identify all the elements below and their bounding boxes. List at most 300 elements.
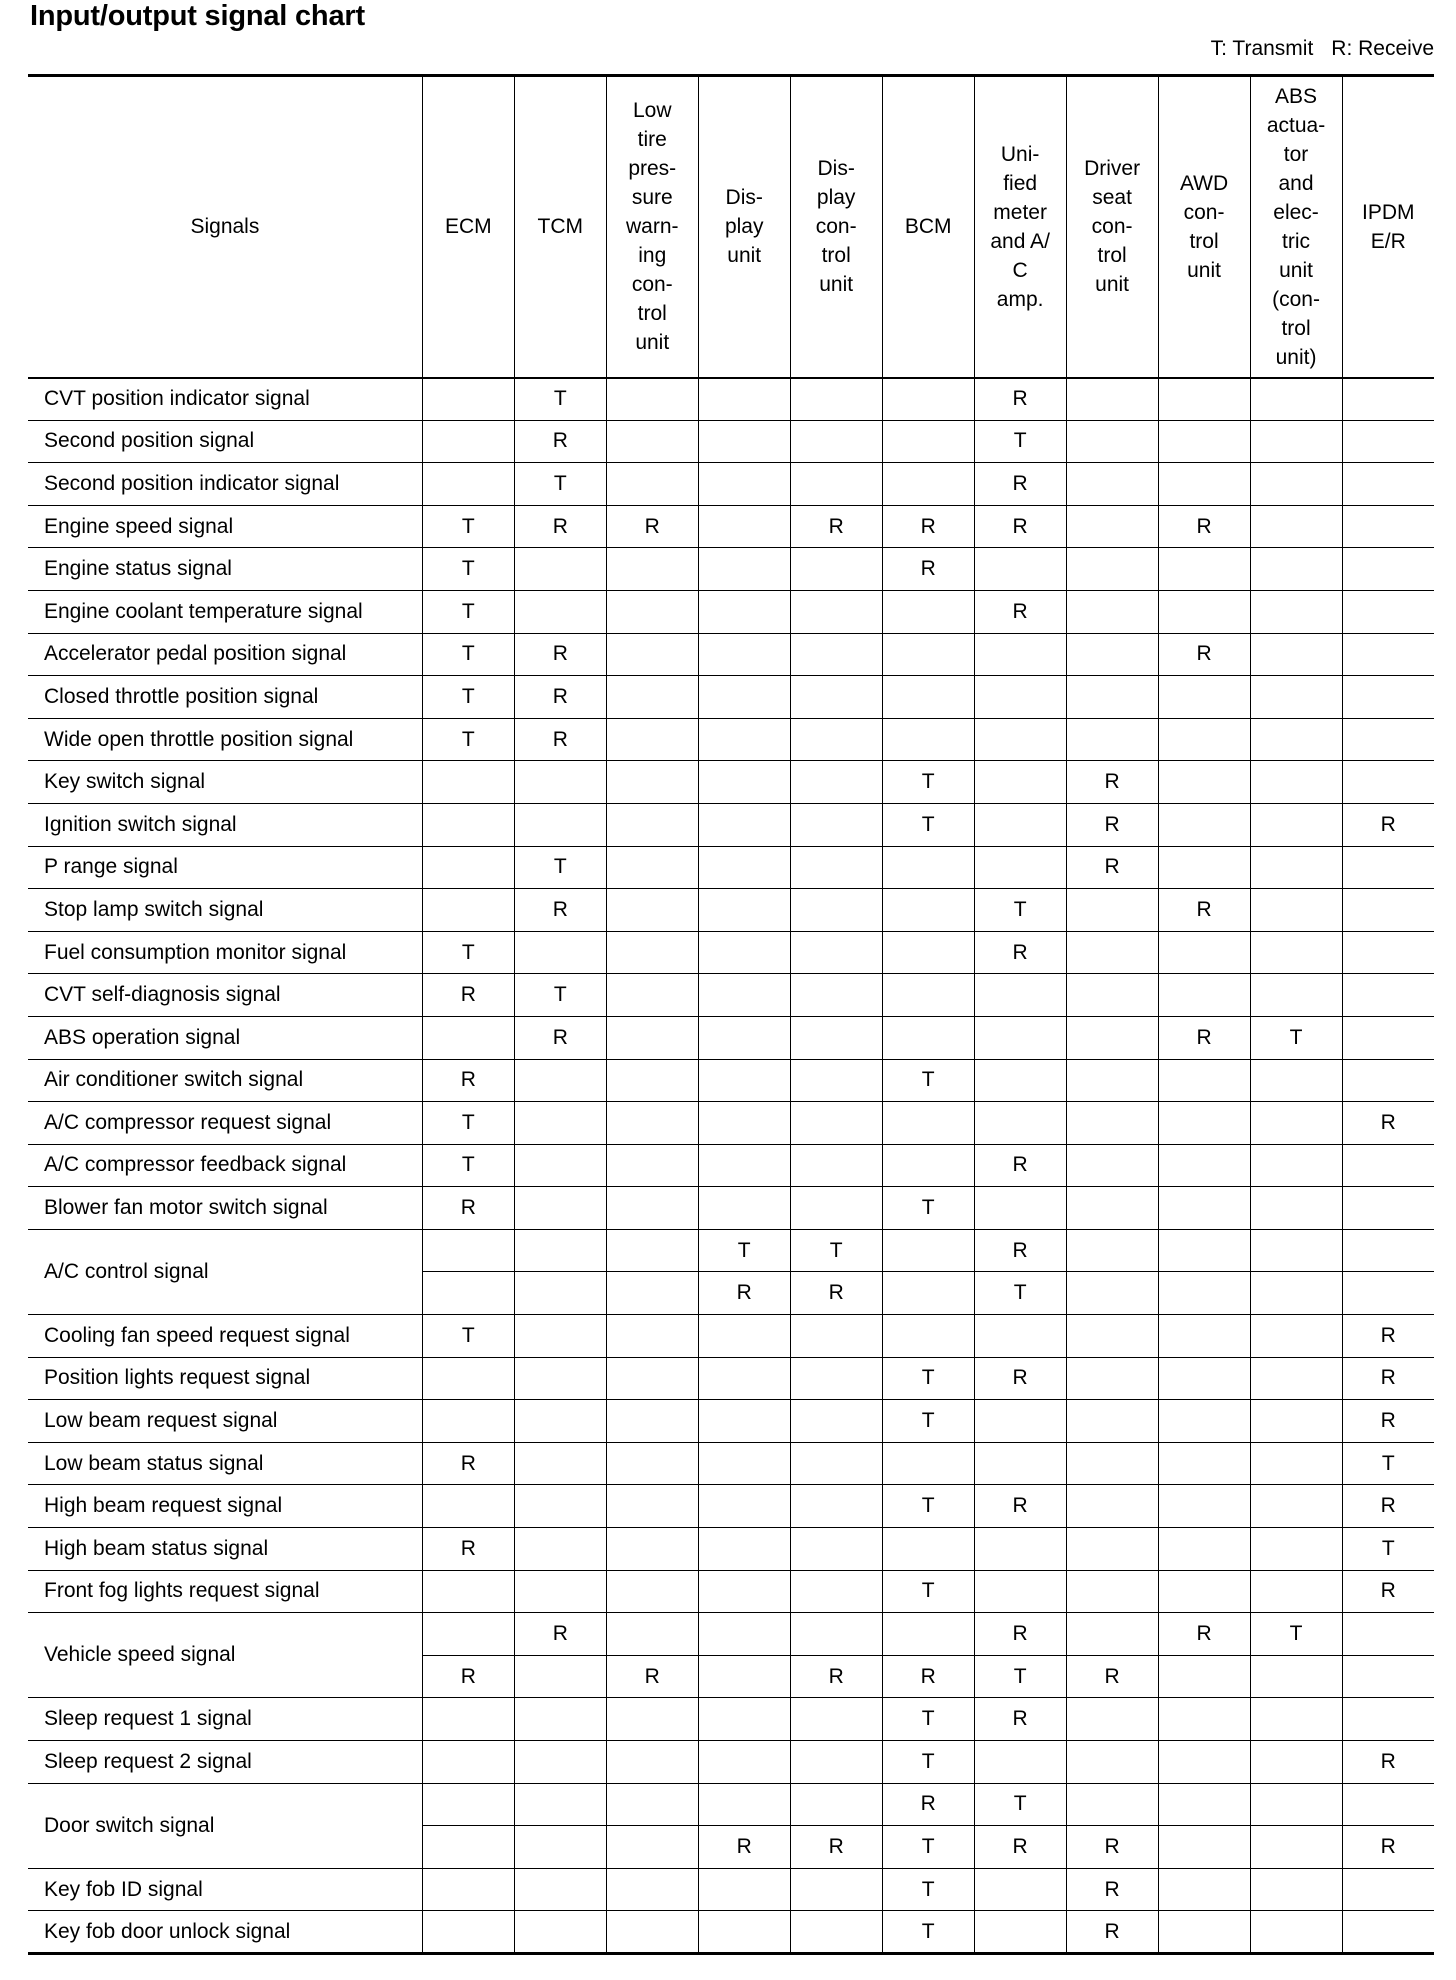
signal-cell [422,803,514,846]
signal-cell [606,1016,698,1059]
signal-name: Key fob door unlock signal [28,1911,422,1954]
column-header-ecm [422,76,514,378]
signal-cell [698,718,790,761]
table-row [28,761,1434,804]
signal-name: Air conditioner switch signal [28,1059,422,1102]
signal-cell [606,1059,698,1102]
table-row [28,1783,1434,1826]
signal-cell [1158,718,1250,761]
signal-name: A/C compressor request signal [28,1102,422,1145]
signal-cell [1342,505,1434,548]
signal-cell [698,803,790,846]
signal-name: Vehicle speed signal [28,1613,422,1698]
column-header-label: Low tire pres- sure warn- ing con- trol unit [625,99,679,355]
signal-cell [882,718,974,761]
signal-cell: R [882,548,974,591]
column-header-label: ABS actua- tor and elec- tric unit (con- trol unit) [1266,84,1326,369]
signal-cell [606,548,698,591]
signal-cell [790,1741,882,1784]
signal-cell: R [882,505,974,548]
signal-cell [1342,1613,1434,1656]
signal-cell [790,761,882,804]
signal-cell: R [698,1826,790,1869]
signal-cell [1250,378,1342,421]
signal-cell: T [882,803,974,846]
signal-cell: R [974,505,1066,548]
signal-cell [606,974,698,1017]
column-header-label: IPDM E/R [1362,200,1415,253]
signal-cell [1158,1911,1250,1954]
signal-cell [882,590,974,633]
signal-cell [1158,1826,1250,1869]
signal-cell: T [422,548,514,591]
signal-cell [1342,846,1434,889]
signal-cell: R [974,378,1066,421]
signal-cell: T [1342,1442,1434,1485]
signal-cell [974,1187,1066,1230]
signal-chart-table [28,74,1434,1955]
signal-name: Low beam status signal [28,1442,422,1485]
signal-cell [974,1400,1066,1443]
signal-cell [514,1570,606,1613]
table-row [28,463,1434,506]
signal-cell [606,718,698,761]
signal-cell [1250,1570,1342,1613]
signal-cell [698,1613,790,1656]
signal-cell [1250,1059,1342,1102]
signal-cell [422,463,514,506]
signal-cell: R [974,1229,1066,1272]
table-row [28,1442,1434,1485]
column-header-label: AWD con- trol unit [1179,171,1229,282]
signal-cell [1250,420,1342,463]
signal-cell [422,1613,514,1656]
signal-cell [1066,1016,1158,1059]
signal-cell [606,1826,698,1869]
signal-cell [514,1826,606,1869]
signal-cell: R [790,1826,882,1869]
signal-cell [1158,974,1250,1017]
signal-cell: T [422,1144,514,1187]
signal-cell [882,846,974,889]
signal-cell [882,378,974,421]
signal-cell [698,1485,790,1528]
signal-cell [1250,974,1342,1017]
signal-cell [422,846,514,889]
table-row [28,1485,1434,1528]
table-row [28,803,1434,846]
signal-cell [1158,1059,1250,1102]
signal-cell [698,1357,790,1400]
signal-cell: R [422,1528,514,1571]
signal-cell [790,463,882,506]
signal-cell [790,1400,882,1443]
signal-cell: R [1158,1613,1250,1656]
signal-name: High beam status signal [28,1528,422,1571]
signal-cell: R [514,1613,606,1656]
signal-cell [1158,1442,1250,1485]
signal-cell [1250,1911,1342,1954]
signal-cell [1342,1229,1434,1272]
column-header-unified-meter-ac-amp [974,76,1066,378]
signal-cell [698,974,790,1017]
signal-cell [882,1442,974,1485]
table-row [28,1400,1434,1443]
column-header-display-unit [698,76,790,378]
signal-name: Second position indicator signal [28,463,422,506]
table-row [28,505,1434,548]
table-row [28,1229,1434,1272]
signal-cell: R [1066,1826,1158,1869]
signal-cell [790,974,882,1017]
signal-cell [514,1655,606,1698]
signal-cell: R [1066,1655,1158,1698]
signal-cell [1342,1655,1434,1698]
signal-cell: R [514,889,606,932]
signal-cell [790,1187,882,1230]
signal-cell: R [974,1613,1066,1656]
signal-cell [698,1783,790,1826]
signal-cell [1158,1229,1250,1272]
signal-cell: R [1342,803,1434,846]
signal-cell: T [882,1741,974,1784]
signal-cell: R [606,505,698,548]
signal-cell: R [514,718,606,761]
signal-cell [606,1315,698,1358]
signal-cell [790,718,882,761]
signal-cell [1250,846,1342,889]
signal-cell [1066,1741,1158,1784]
signal-cell [790,1442,882,1485]
signal-cell [606,420,698,463]
signal-cell [606,803,698,846]
chart-body [28,378,1434,1954]
signal-cell [606,590,698,633]
signal-cell [698,1911,790,1954]
column-header-signals [28,76,422,378]
column-header-bcm [882,76,974,378]
signal-cell: R [1158,505,1250,548]
signal-cell [1250,1357,1342,1400]
signal-cell: R [1066,761,1158,804]
signal-cell [1158,761,1250,804]
signal-cell [1066,463,1158,506]
signal-cell: T [882,1826,974,1869]
signal-cell [1158,1102,1250,1145]
signal-cell [422,1485,514,1528]
signal-cell [790,846,882,889]
signal-cell: R [698,1272,790,1315]
column-header-label: Driver seat con- trol unit [1084,157,1141,297]
signal-cell: R [514,420,606,463]
signal-cell [1066,590,1158,633]
signal-name: Front fog lights request signal [28,1570,422,1613]
signal-cell [1158,846,1250,889]
signal-cell [1342,1059,1434,1102]
column-header-label: TCM [537,215,584,239]
signal-cell [882,633,974,676]
signal-cell [882,1613,974,1656]
signal-cell [1250,1144,1342,1187]
signal-cell [698,676,790,719]
signal-cell [606,1613,698,1656]
signal-cell [1342,1698,1434,1741]
signal-cell [1250,1400,1342,1443]
table-row [28,1102,1434,1145]
signal-cell [1250,1315,1342,1358]
signal-cell: R [1158,889,1250,932]
signal-cell [1066,1059,1158,1102]
signal-cell [1342,633,1434,676]
signal-cell: R [1066,1911,1158,1954]
signal-cell: T [882,1400,974,1443]
signal-cell [1342,889,1434,932]
signal-cell [882,931,974,974]
signal-name: Fuel consumption monitor signal [28,931,422,974]
signal-cell: R [882,1655,974,1698]
legend [1193,37,1434,61]
signal-cell [1066,718,1158,761]
signal-cell: T [422,1102,514,1145]
signal-name: Ignition switch signal [28,803,422,846]
signal-cell: T [422,931,514,974]
table-row [28,1016,1434,1059]
signal-cell: R [1066,1868,1158,1911]
signal-cell [606,1102,698,1145]
signal-cell [1342,463,1434,506]
signal-cell [1250,1698,1342,1741]
signal-cell [514,1911,606,1954]
signal-cell: T [974,1272,1066,1315]
signal-cell [1342,1783,1434,1826]
signal-cell [882,463,974,506]
signal-cell [974,1868,1066,1911]
signal-cell [514,1315,606,1358]
signal-cell [698,1570,790,1613]
signal-cell [974,548,1066,591]
signal-cell [698,420,790,463]
signal-cell [514,1102,606,1145]
signal-cell [790,1485,882,1528]
signal-cell [1066,1442,1158,1485]
signal-name: Engine speed signal [28,505,422,548]
signal-cell: R [1342,1741,1434,1784]
table-row [28,548,1434,591]
signal-cell [1342,1016,1434,1059]
signal-cell [1066,1187,1158,1230]
signal-cell [514,1442,606,1485]
signal-cell [1158,1570,1250,1613]
signal-cell [1250,1272,1342,1315]
signal-cell [974,633,1066,676]
signal-cell [698,1400,790,1443]
signal-cell: R [1158,1016,1250,1059]
signal-cell [1066,548,1158,591]
signal-cell: T [422,633,514,676]
signal-cell [698,1059,790,1102]
signal-cell [974,1016,1066,1059]
signal-cell [1066,1357,1158,1400]
signal-cell [790,378,882,421]
signal-cell [514,1783,606,1826]
signal-cell [606,1741,698,1784]
signal-cell [1066,1485,1158,1528]
signal-cell [514,1868,606,1911]
signal-cell: R [1342,1570,1434,1613]
table-row [28,718,1434,761]
signal-cell [1066,1698,1158,1741]
signal-cell: T [790,1229,882,1272]
table-row [28,1570,1434,1613]
signal-cell [790,1911,882,1954]
signal-cell: T [882,1868,974,1911]
signal-cell [974,718,1066,761]
signal-cell [606,889,698,932]
signal-cell [790,889,882,932]
signal-cell [514,1272,606,1315]
signal-cell: R [422,1187,514,1230]
column-header-driver-seat-control-unit [1066,76,1158,378]
signal-cell [1342,420,1434,463]
signal-cell: R [974,1485,1066,1528]
signal-cell [790,1144,882,1187]
table-row [28,1315,1434,1358]
signal-cell [606,1783,698,1826]
signal-cell [790,803,882,846]
signal-cell: R [790,1272,882,1315]
signal-cell [974,1911,1066,1954]
signal-cell [882,1229,974,1272]
signal-cell [1250,590,1342,633]
table-row [28,1868,1434,1911]
signal-cell: R [790,505,882,548]
signal-cell [606,1272,698,1315]
signal-cell: T [974,1783,1066,1826]
signal-cell [606,1187,698,1230]
signal-name: CVT position indicator signal [28,378,422,421]
signal-cell: R [974,590,1066,633]
signal-cell [1342,1272,1434,1315]
signal-cell [606,1911,698,1954]
signal-cell [606,931,698,974]
signal-cell [422,1698,514,1741]
signal-cell: T [514,463,606,506]
signal-cell [422,1911,514,1954]
signal-cell [606,761,698,804]
signal-cell: R [1158,633,1250,676]
signal-cell [422,1741,514,1784]
signal-cell [698,548,790,591]
column-header-label: Signals [190,215,260,239]
signal-cell [1066,505,1158,548]
signal-cell [1250,505,1342,548]
header-row [28,76,1434,378]
signal-cell [606,1400,698,1443]
signal-name: Key fob ID signal [28,1868,422,1911]
signal-cell [514,1357,606,1400]
signal-cell [790,1357,882,1400]
signal-name: P range signal [28,846,422,889]
signal-cell [1158,1315,1250,1358]
legend-receive: R: Receive [1331,37,1434,60]
signal-cell [514,1144,606,1187]
signal-cell [1342,590,1434,633]
signal-cell [698,505,790,548]
signal-cell: T [1250,1016,1342,1059]
signal-cell: R [974,1698,1066,1741]
signal-cell [514,590,606,633]
signal-cell [422,420,514,463]
signal-cell [1066,1613,1158,1656]
table-row [28,1187,1434,1230]
column-header-label: BCM [904,215,952,239]
signal-cell: R [882,1783,974,1826]
signal-name: Accelerator pedal position signal [28,633,422,676]
column-header-display-control-unit [790,76,882,378]
signal-cell: T [514,974,606,1017]
table-row [28,1613,1434,1656]
signal-cell [698,378,790,421]
signal-cell [514,761,606,804]
signal-cell [882,676,974,719]
signal-cell: R [1342,1826,1434,1869]
signal-cell [698,931,790,974]
signal-cell [1066,633,1158,676]
signal-cell [606,1868,698,1911]
signal-cell [1250,1528,1342,1571]
signal-cell [422,761,514,804]
signal-cell: R [974,1144,1066,1187]
signal-cell: R [974,1826,1066,1869]
signal-cell [606,846,698,889]
signal-cell [514,1528,606,1571]
signal-cell [790,1868,882,1911]
signal-cell [1342,761,1434,804]
signal-cell [698,1102,790,1145]
signal-cell [790,1613,882,1656]
signal-cell [1066,1528,1158,1571]
signal-cell [1158,1741,1250,1784]
signal-cell [1342,1911,1434,1954]
signal-cell [606,463,698,506]
signal-cell [790,676,882,719]
signal-cell: T [974,1655,1066,1698]
column-header-low-tire-pressure-warning-control-unit [606,76,698,378]
signal-cell [1250,1741,1342,1784]
signal-cell [698,633,790,676]
signal-cell [1158,548,1250,591]
signal-cell [790,420,882,463]
signal-cell [974,846,1066,889]
signal-cell [1342,931,1434,974]
signal-cell [698,1187,790,1230]
signal-cell [882,974,974,1017]
table-row [28,1698,1434,1741]
column-header-ipdm-er [1342,76,1434,378]
signal-cell: T [514,378,606,421]
signal-cell [790,1570,882,1613]
signal-cell: R [1342,1102,1434,1145]
signal-cell [1066,378,1158,421]
signal-cell [974,1059,1066,1102]
signal-cell: R [1342,1400,1434,1443]
signal-cell [514,1229,606,1272]
signal-cell [422,1016,514,1059]
signal-cell: R [422,1655,514,1698]
signal-cell [790,1102,882,1145]
signal-cell [1250,931,1342,974]
signal-cell [422,1400,514,1443]
